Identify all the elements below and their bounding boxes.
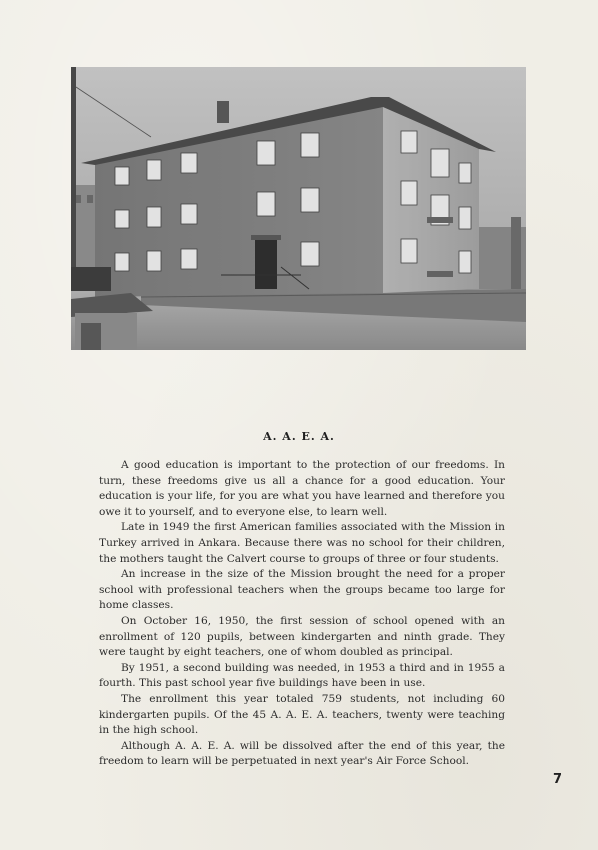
paragraph: A good education is important to the protection of our freedoms. In turn, these freedoms give us all a chance for a good education. Your education is your life, for you are what you have learned and therefore you owe it to yourself, and to everyone else, to learn well. (99, 459, 505, 518)
paragraph: On October 16, 1950, the first session of school opened with an enrollment of 120 pupils, between kindergarten and ninth grade. They were taught by eight teachers, one of whom doubled as principal. (99, 614, 505, 659)
paragraph: An increase in the size of the Mission brought the need for a proper school with professional teachers when the groups became too large for home classes. (99, 568, 505, 612)
page-number: 7 (553, 772, 563, 787)
paragraph: By 1951, a second building was needed, in 1953 a third and in 1955 a fourth. This past school year five buildings have been in use. (99, 661, 505, 690)
paragraph: Late in 1949 the first American families associated with the Mission in Turkey arrived in Ankara. Because there was no school for their children, the mothers taught the Calvert course to groups of three or four students. (99, 521, 505, 565)
paragraph: Although A. A. E. A. will be dissolved after the end of this year, the freedom to learn will be perpetuated in next year's Air Force School. (99, 739, 505, 768)
paragraph: The enrollment this year totaled 759 students, not including 60 kindergarten pupils. Of the 45 A. A. E. A. teachers, twenty were teaching in the high school. (99, 692, 505, 737)
school-building-photo (71, 67, 526, 350)
article-heading: A. A. E. A. (263, 430, 335, 443)
article-body (99, 458, 505, 770)
